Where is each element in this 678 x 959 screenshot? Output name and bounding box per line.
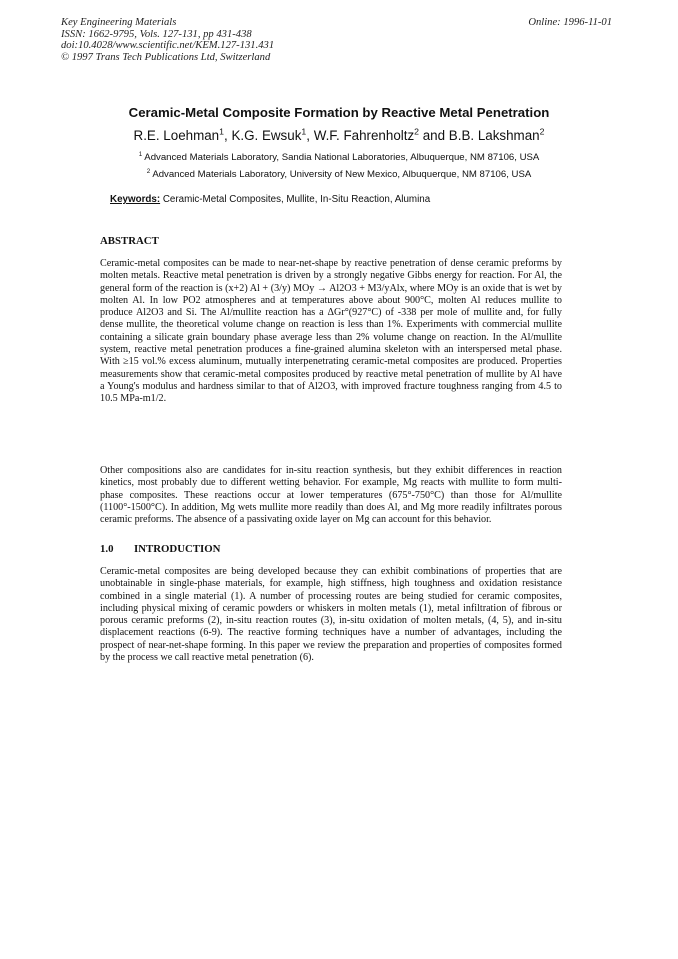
copyright-line: © 1997 Trans Tech Publications Ltd, Switzerland	[61, 51, 271, 63]
section-number: 1.0	[100, 543, 114, 555]
section-title: INTRODUCTION	[134, 543, 221, 555]
abstract-paragraph-1: Ceramic-metal composites can be made to near-net-shape by reactive penetration of dense ceramic preforms by molten metals. Reactive metal penetration is driven by a strongly negative Gibbs energy for reaction. For Al, the general form of the reaction is (x+2) Al + (3/y) MOy → Al2O3 + M3/yAlx, where MOy is an oxide that is wet by molten Al. In low PO2 atmospheres and at temperatures above about 900°C, molten Al reduces mullite to produce Al2O3 and Si. The Al/mullite reaction has a ΔGr°(927°C) of -338 per mole of mullite and, for fully dense mullite, the theoretical volume change on reaction is less than 1%. Experiments with commercial mullite containing a silicate grain boundary phase average less than 2% volume change on reaction. In the Al/mullite system, reactive metal penetration produces a fine-grained alumina skeleton with an interspersed metal phase. With ≥15 vol.% excess aluminum, mutually interpenetrating ceramic-metal composites are produced. Properties measurements show that ceramic-metal composites produced by reactive metal penetration of mullite by Al have a Young's modulus and hardness similar to that of Al2O3, with improved fracture toughness ranging from 4.5 to 10.5 MPa-m1/2.	[100, 258, 562, 405]
author-affiliation-marker: 1	[219, 126, 224, 137]
journal-header	[61, 17, 274, 63]
author-affiliation-marker: 1	[301, 126, 307, 137]
introduction-paragraph-1: Ceramic-metal composites are being developed because they can exhibit combinations of properties that are unobtainable in single-phase materials, for example, high stiffness, high toughness and oxidation resistance combined in a single material (1). A number of processing routes are being studied for ceramic composites, including physical mixing of ceramic powders or whiskers in molten metals (1), metal infiltration of fibrous or porous ceramic preforms (2), in-situ reaction routes (3), in-situ oxidation of molten metals, (4, 5), and in-situ displacement reactions (6-9). The reactive forming techniques have a number of advantages, including the prospect of near-net-shape forming. In this paper we review the preparation and properties of composites formed by the process we call reactive metal penetration (6).	[100, 566, 562, 664]
journal-name: Key Engineering Materials	[61, 17, 177, 28]
author-name: B.B. Lakshman	[448, 128, 540, 143]
affiliation-1	[0, 152, 678, 163]
author-affiliation-marker: 2	[539, 126, 545, 137]
abstract-heading: ABSTRACT	[100, 235, 159, 247]
author-name: W.F. Fahrenholtz	[313, 128, 415, 143]
affiliation-number: 2	[146, 167, 151, 175]
keywords-line	[110, 194, 430, 205]
doi-line: doi:10.4028/www.scientific.net/KEM.127-131.431	[61, 40, 275, 52]
author-list: R.E. Loehman$^1$, K.G. Ewsuk$^1$, W.F. Fahrenholtz$^2$ and B.B. Lakshman$^2$	[133, 126, 545, 143]
affiliation-2	[0, 169, 678, 180]
paper-title: Ceramic-Metal Composite Formation by Reactive Metal Penetration	[128, 105, 550, 120]
abstract-paragraph-2: Other compositions also are candidates for in-situ reaction synthesis, but they exhibit differences in reaction kinetics, most probably due to different wetting behavior. For example, Mg reacts with mullite to form multi-phase composites. These reactions occur at lower temperatures (675°-750°C) than those for Al/mullite (1100°-1500°C). In addition, Mg wets mullite more readily than does Al, and Mg more readily infiltrates porous ceramic preforms. The absence of a passivating oxide layer on Mg can account for this behavior.	[100, 465, 562, 526]
introduction-heading	[100, 543, 220, 555]
issn-line: ISSN: 1662-9795, Vols. 127-131, pp 431-438	[61, 28, 252, 40]
author-affiliation-marker: 2	[414, 126, 419, 137]
keywords-text: Ceramic-Metal Composites, Mullite, In-Situ Reaction, Alumina	[162, 194, 431, 205]
author-name: K.G. Ewsuk	[231, 128, 302, 143]
author-name: R.E. Loehman	[133, 128, 220, 143]
keywords-label: Keywords:	[110, 194, 161, 205]
online-date: Online: 1996-11-01	[528, 17, 612, 28]
affiliation-text: Advanced Materials Laboratory, Sandia National Laboratories, Albuquerque, NM 87106, USA	[144, 152, 540, 163]
affiliation-text: Advanced Materials Laboratory, University of New Mexico, Albuquerque, NM 87106, USA	[152, 169, 532, 180]
affiliation-number: 1	[138, 150, 143, 158]
